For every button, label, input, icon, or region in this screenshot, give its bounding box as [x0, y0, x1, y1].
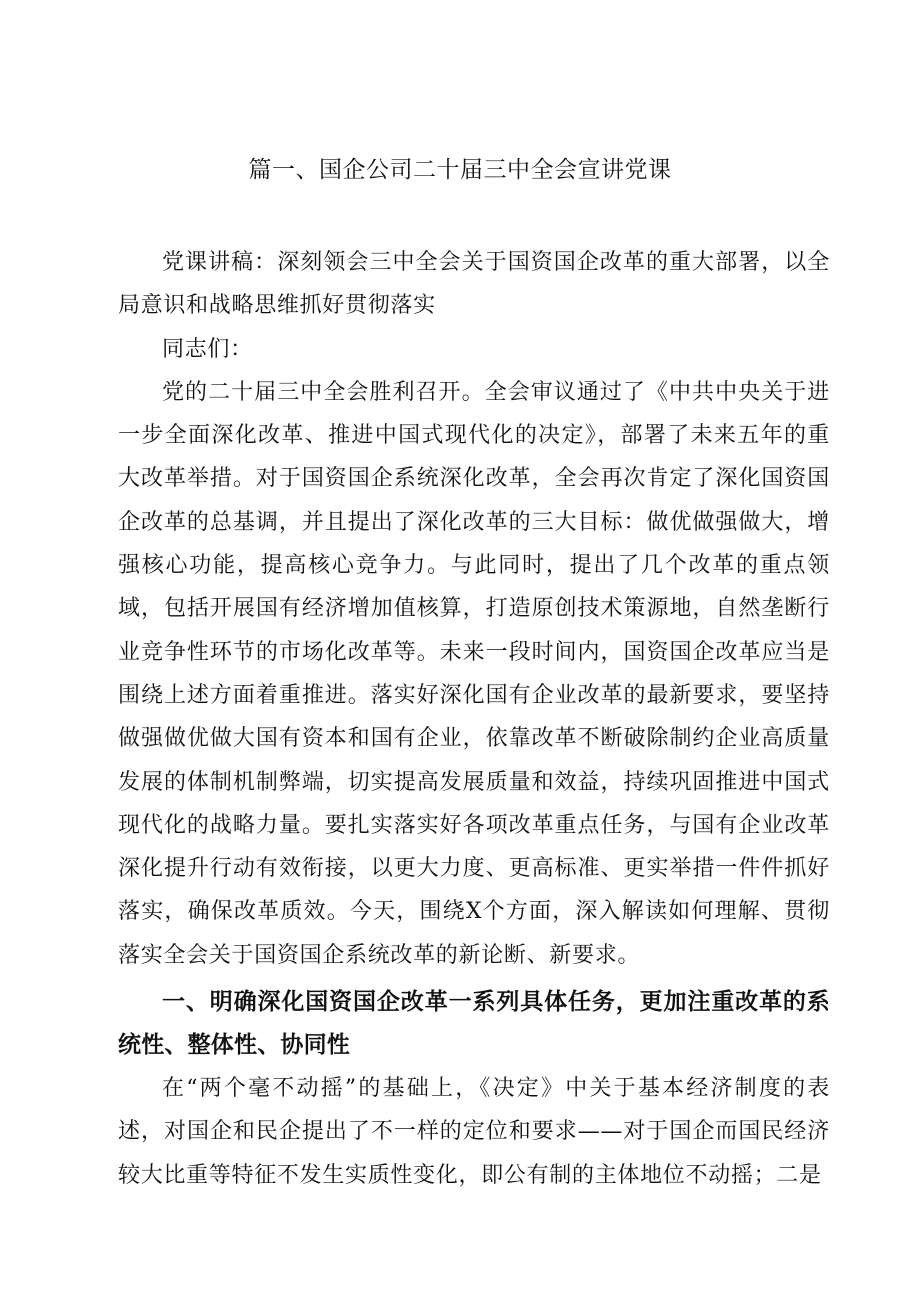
document-title: 篇一、国企公司二十届三中全会宣讲党课 [248, 157, 672, 183]
body-paragraph: 党的二十届三中全会胜利召开。全会审议通过了《中共中央关于进一步全面深化改革、推进中国式现代化的决定》，部署了未来五年的重大改革举措。对于国资国企系统深化改革，全会再次肯定了深化国资国企改革的总基调，并且提出了深化改革的三大目标：做优做强做大，增强核心功能，提高核心竞争力。与此同时，提出了几个改革的重点领域，包括开展国有经济增加值核算，打造原创技术策源地，自然垄断行业竞争性环节的市场化改革等。未来一段时间内，国资国企改革应当是围绕上述方面着重推进。落实好深化国有企业改革的最新要求，要坚持做强做优做大国有资本和国有企业，依靠改革不断破除制约企业高质量发展的体制机制弊端，切实提高发展质量和效益，持续巩固推进中国式现代化的战略力量。要扎实落实好各项改革重点任务，与国有企业改革深化提升行动有效衔接，以更大力度、更高标准、更实举措一件件抓好落实，确保改革质效。今天，围绕X个方面，深入解读如何理解、贯彻落实全会关于国资国企系统改革的新论断、新要求。 [118, 379, 830, 968]
document-body [118, 241, 830, 1197]
body-paragraph: 在“两个毫不动摇”的基础上，《决定》中关于基本经济制度的表述，对国企和民企提出了不一样的定位和要求——对于国企而国民经济较大比重等特征不发生实质性变化，即公有制的主体地位不动摇；二是 [118, 1076, 830, 1188]
lecture-subtitle: 党课讲稿：深刻领会三中全会关于国资国企改革的重大部署，以全局意识和战略思维抓好贯彻落实 [118, 250, 830, 319]
section-heading: 一、明确深化国资国企改革一系列具体任务，更加注重改革的系统性、整体性、协同性 [118, 989, 830, 1059]
salutation: 同志们： [162, 336, 253, 362]
